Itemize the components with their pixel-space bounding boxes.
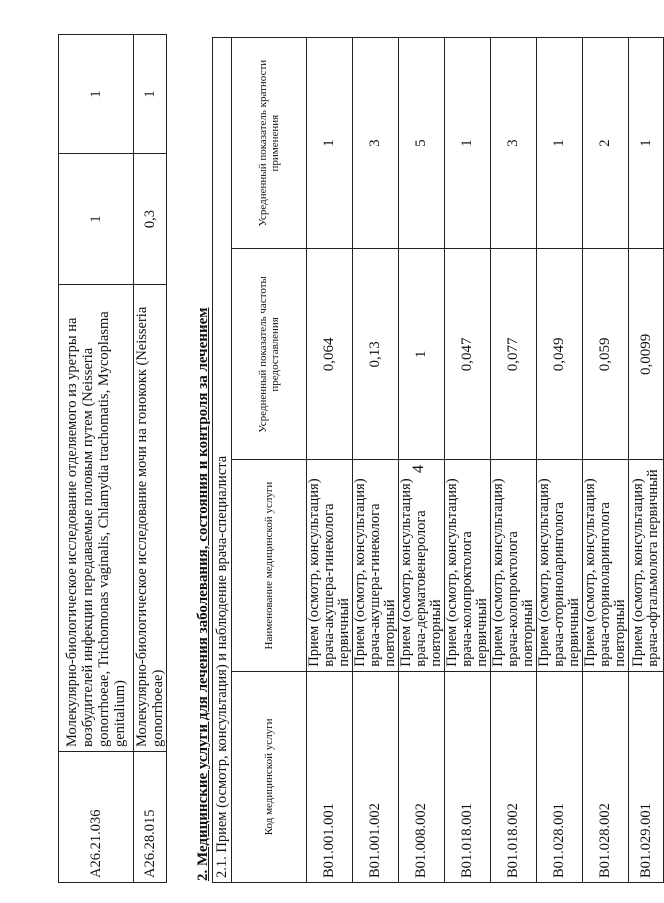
header-row [232,38,307,883]
table-row [445,38,491,883]
service-code: B01.028.002 [583,671,629,882]
page-number: 4 [410,465,427,473]
service-name: Прием (осмотр, консультация) врача-офтальмолога первичный [629,460,664,671]
multiplicity-value: 1 [59,35,134,154]
service-code: B01.029.001 [629,671,664,882]
frequency-value: 1 [399,249,445,460]
frequency-value: 0,3 [134,154,167,285]
lab-tests-table [58,34,167,883]
service-code: B01.001.002 [353,671,399,882]
section-heading: 2. Медицинские услуги для лечения заболевания, состояния и контроля за лечением [195,307,211,881]
frequency-value: 0,077 [491,249,537,460]
multiplicity-value: 1 [307,38,353,249]
multiplicity-value: 1 [445,38,491,249]
frequency-value: 0,13 [353,249,399,460]
service-code: A26.21.036 [59,752,134,883]
multiplicity-value: 1 [134,35,167,154]
table-row [134,35,167,883]
service-name: Прием (осмотр, консультация) врача-колопроктолога повторный [491,460,537,671]
service-name: Прием (осмотр, консультация) врача-оториноларинголога первичный [537,460,583,671]
frequency-value: 1 [59,154,134,285]
subsection-title: 2.1. Прием (осмотр, консультация) и наблюдение врача-специалиста [213,38,232,883]
service-code: A26.28.015 [134,752,167,883]
specialist-visits-table [212,37,664,883]
table-row [537,38,583,883]
frequency-value: 0,064 [307,249,353,460]
service-name: Прием (осмотр, консультация) врача-акушера-гинеколога повторный [353,460,399,671]
multiplicity-value: 3 [491,38,537,249]
table-row [583,38,629,883]
service-code: B01.001.001 [307,671,353,882]
table-row [353,38,399,883]
service-code: B01.018.001 [445,671,491,882]
subsection-row [213,38,232,883]
frequency-value: 0,0099 [629,249,664,460]
header-code: Код медицинской услуги [232,671,307,882]
table-row [399,38,445,883]
frequency-value: 0,049 [537,249,583,460]
multiplicity-value: 1 [537,38,583,249]
frequency-value: 0,059 [583,249,629,460]
header-frequency: Усредненный показатель частоты предоставления [232,249,307,460]
table-row [59,35,134,883]
multiplicity-value: 1 [629,38,664,249]
service-code: B01.028.001 [537,671,583,882]
multiplicity-value: 3 [353,38,399,249]
service-name: Прием (осмотр, консультация) врача-колопроктолога первичный [445,460,491,671]
service-name: Прием (осмотр, консультация) врача-акушера-гинеколога первичный [307,460,353,671]
service-name: Молекулярно-биологическое исследование отделяемого из уретры на возбудителей инфекции передаваемые половым путем (Neisseria gonorrhoeae, Trichomonas vaginalis, Chlamydia trachomatis, Mycoplasma genitalium) [59,285,134,752]
table-row [491,38,537,883]
service-code: B01.008.002 [399,671,445,882]
header-multiplicity: Усредненный показатель кратности применения [232,38,307,249]
service-name: Прием (осмотр, консультация) врача-оториноларинголога повторный [583,460,629,671]
multiplicity-value: 2 [583,38,629,249]
header-name: Наименование медицинской услуги [232,460,307,671]
table-row [307,38,353,883]
service-name: Прием (осмотр, консультация) врача-дерматовенеролога повторный [399,460,445,671]
service-code: B01.018.002 [491,671,537,882]
service-name: Молекулярно-биологическое исследование мочи на гонококк (Neisseria gonorrhoeae) [134,285,167,752]
table-row [629,38,664,883]
frequency-value: 0,047 [445,249,491,460]
multiplicity-value: 5 [399,38,445,249]
